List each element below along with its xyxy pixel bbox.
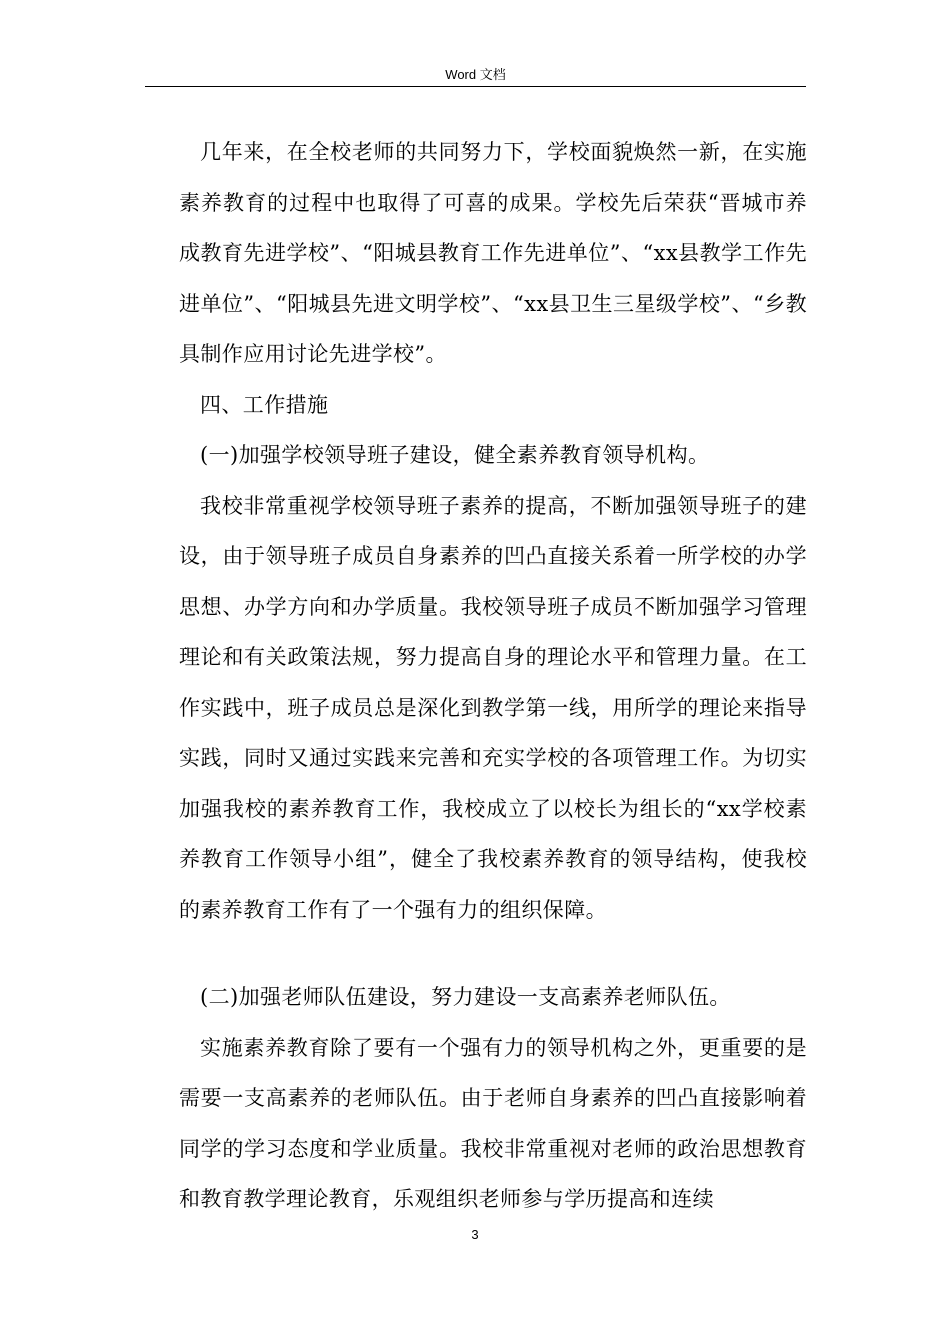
- page-header: Word 文档: [445, 67, 506, 82]
- section-heading-work-measures: 四、工作措施: [200, 392, 329, 417]
- paragraph-teachers: 实施素养教育除了要有一个强有力的领导机构之外，更重要的是需要一支高素养的老师队伍。由于老师自身素养的凹凸直接影响着同学的学习态度和学业质量。我校非常重视对老师的政治思想教育和教育教学理论教育，乐观组织老师参与学历提高和连续: [179, 1035, 807, 1211]
- page-number: 3: [471, 1227, 479, 1242]
- paragraph-spacer: [179, 935, 807, 972]
- paragraph-leadership: 我校非常重视学校领导班子素养的提高，不断加强领导班子的建设，由于领导班子成员自身素养的凹凸直接关系着一所学校的办学思想、办学方向和办学质量。我校领导班子成员不断加强学习管理理论和有关政策法规，努力提高自身的理论水平和管理力量。在工作实践中，班子成员总是深化到教学第一线，用所学的理论来指导实践，同时又通过实践来完善和充实学校的各项管理工作。为切实加强我校的素养教育工作，我校成立了以校长为组长的“xx学校素养教育工作领导小组”，健全了我校素养教育的领导结构，使我校的素养教育工作有了一个强有力的组织保障。: [179, 493, 807, 922]
- header-divider: [145, 86, 806, 87]
- document-body: [179, 127, 807, 1225]
- subheading-leadership: (一)加强学校领导班子建设，健全素养教育领导机构。: [200, 443, 710, 467]
- paragraph-achievements: 几年来，在全校老师的共同努力下，学校面貌焕然一新，在实施素养教育的过程中也取得了可喜的成果。学校先后荣获“晋城市养成教育先进学校”、“阳城县教育工作先进单位”、“xx县教学工作先进单位”、“阳城县先进文明学校”、“xx县卫生三星级学校”、“乡教具制作应用讨论先进学校”。: [179, 140, 807, 366]
- subheading-teachers: (二)加强老师队伍建设，努力建设一支高素养老师队伍。: [200, 985, 731, 1009]
